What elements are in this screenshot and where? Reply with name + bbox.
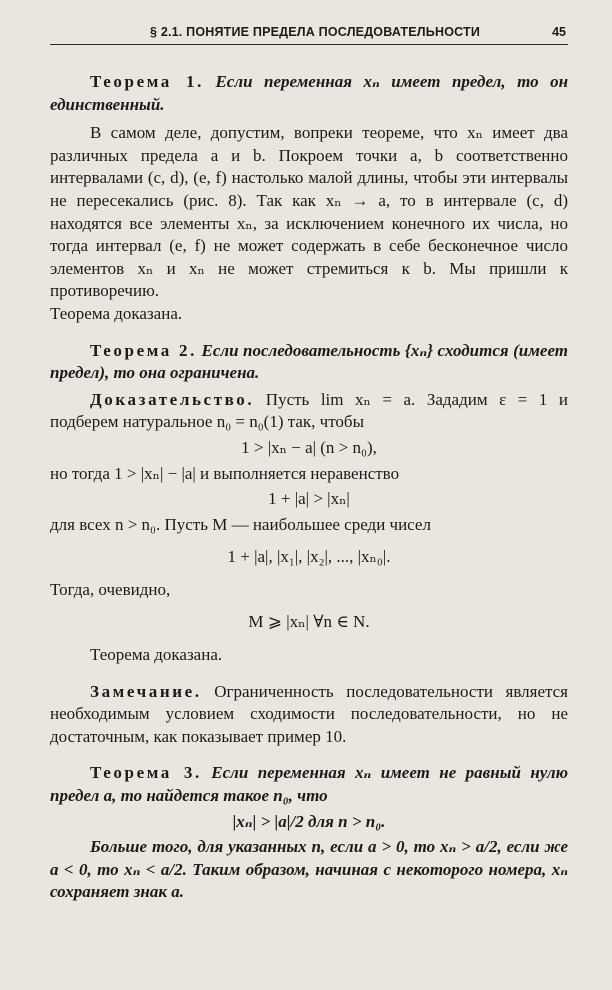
remark [50, 681, 568, 749]
running-head [50, 0, 568, 45]
proof-2-line-2: но тогда 1 > |xₙ| − |a| и выполняется неравенство [50, 463, 400, 483]
remark-label: Замечание. [90, 681, 202, 701]
proof-label: Доказательство. [90, 389, 255, 409]
remark-text: Ограниченность последовательности является необходимым условием сходимости последовательности, но не достаточным, как показывает пример 10. [50, 681, 569, 746]
page-body [50, 71, 568, 904]
formula-1: 1 > |xₙ − a| (n > n₀), [241, 437, 377, 457]
proof-1-text: В самом деле, допустим, вопреки теореме, что xₙ имеет два различных предела a и b. Покроем точки a, b соответственно интервалами (c, d), (e, f) настолько малой длины, чтобы эти интервалы не пересекались (рис. 8). Так как xₙ → a, то в интервале (c, d) находятся все элементы xₙ, за исключением конечного их числа, но тогда интервал (e, f) не может содержать в себе бесконечное число элементов xₙ и xₙ не может стремиться к b. Мы пришли к противоречию. [50, 123, 568, 301]
proof-1-end: Теорема доказана. [50, 303, 183, 323]
page-number: 45 [552, 25, 566, 39]
formula-3: 1 + |a|, |x₁|, |x₂|, ..., |xₙ₀|. [227, 547, 391, 567]
proof-2-intro [50, 389, 568, 434]
theorem-3-formula: |xₙ| > |a|/2 для n > n₀. [232, 811, 386, 831]
formula-2: 1 + |a| > |xₙ| [268, 489, 350, 509]
theorem-3 [50, 762, 568, 807]
theorem-1 [50, 71, 568, 116]
theorem-2-label: Теорема 2. [90, 340, 197, 360]
theorem-2 [50, 340, 568, 385]
theorem-3-continuation: Больше того, для указанных n, если a > 0, то xₙ > a/2, если же a < 0, то xₙ < a/2. Таким образом, начиная с некоторого номера, xₙ сохраняет знак a. [50, 837, 568, 902]
theorem-1-statement: Если переменная xₙ имеет предел, то он единственный. [50, 72, 569, 114]
theorem-2-statement: Если последовательность {xₙ} сходится (имеет предел), то она ограничена. [50, 340, 569, 383]
proof-2-line-4: Тогда, очевидно, [50, 579, 171, 599]
section-title: § 2.1. ПОНЯТИЕ ПРЕДЕЛА ПОСЛЕДОВАТЕЛЬНОСТИ [150, 25, 481, 39]
proof-2-end: Теорема доказана. [90, 645, 223, 665]
theorem-3-statement: Если переменная xₙ имеет не равный нулю предел a, то найдется такое n₀, что [50, 763, 568, 806]
proof-2-line-3: для всех n > n₀. Пусть M — наибольшее среди чисел [50, 514, 431, 534]
formula-4: M ⩾ |xₙ| ∀n ∈ N. [248, 612, 370, 632]
proof-2-line-1: Пусть lim xₙ = a. Зададим ε = 1 и подберем натуральное n₀ = n₀(1) так, чтобы [50, 389, 569, 432]
theorem-1-label: Теорема 1. [90, 72, 204, 91]
theorem-3-label: Теорема 3. [90, 763, 202, 783]
